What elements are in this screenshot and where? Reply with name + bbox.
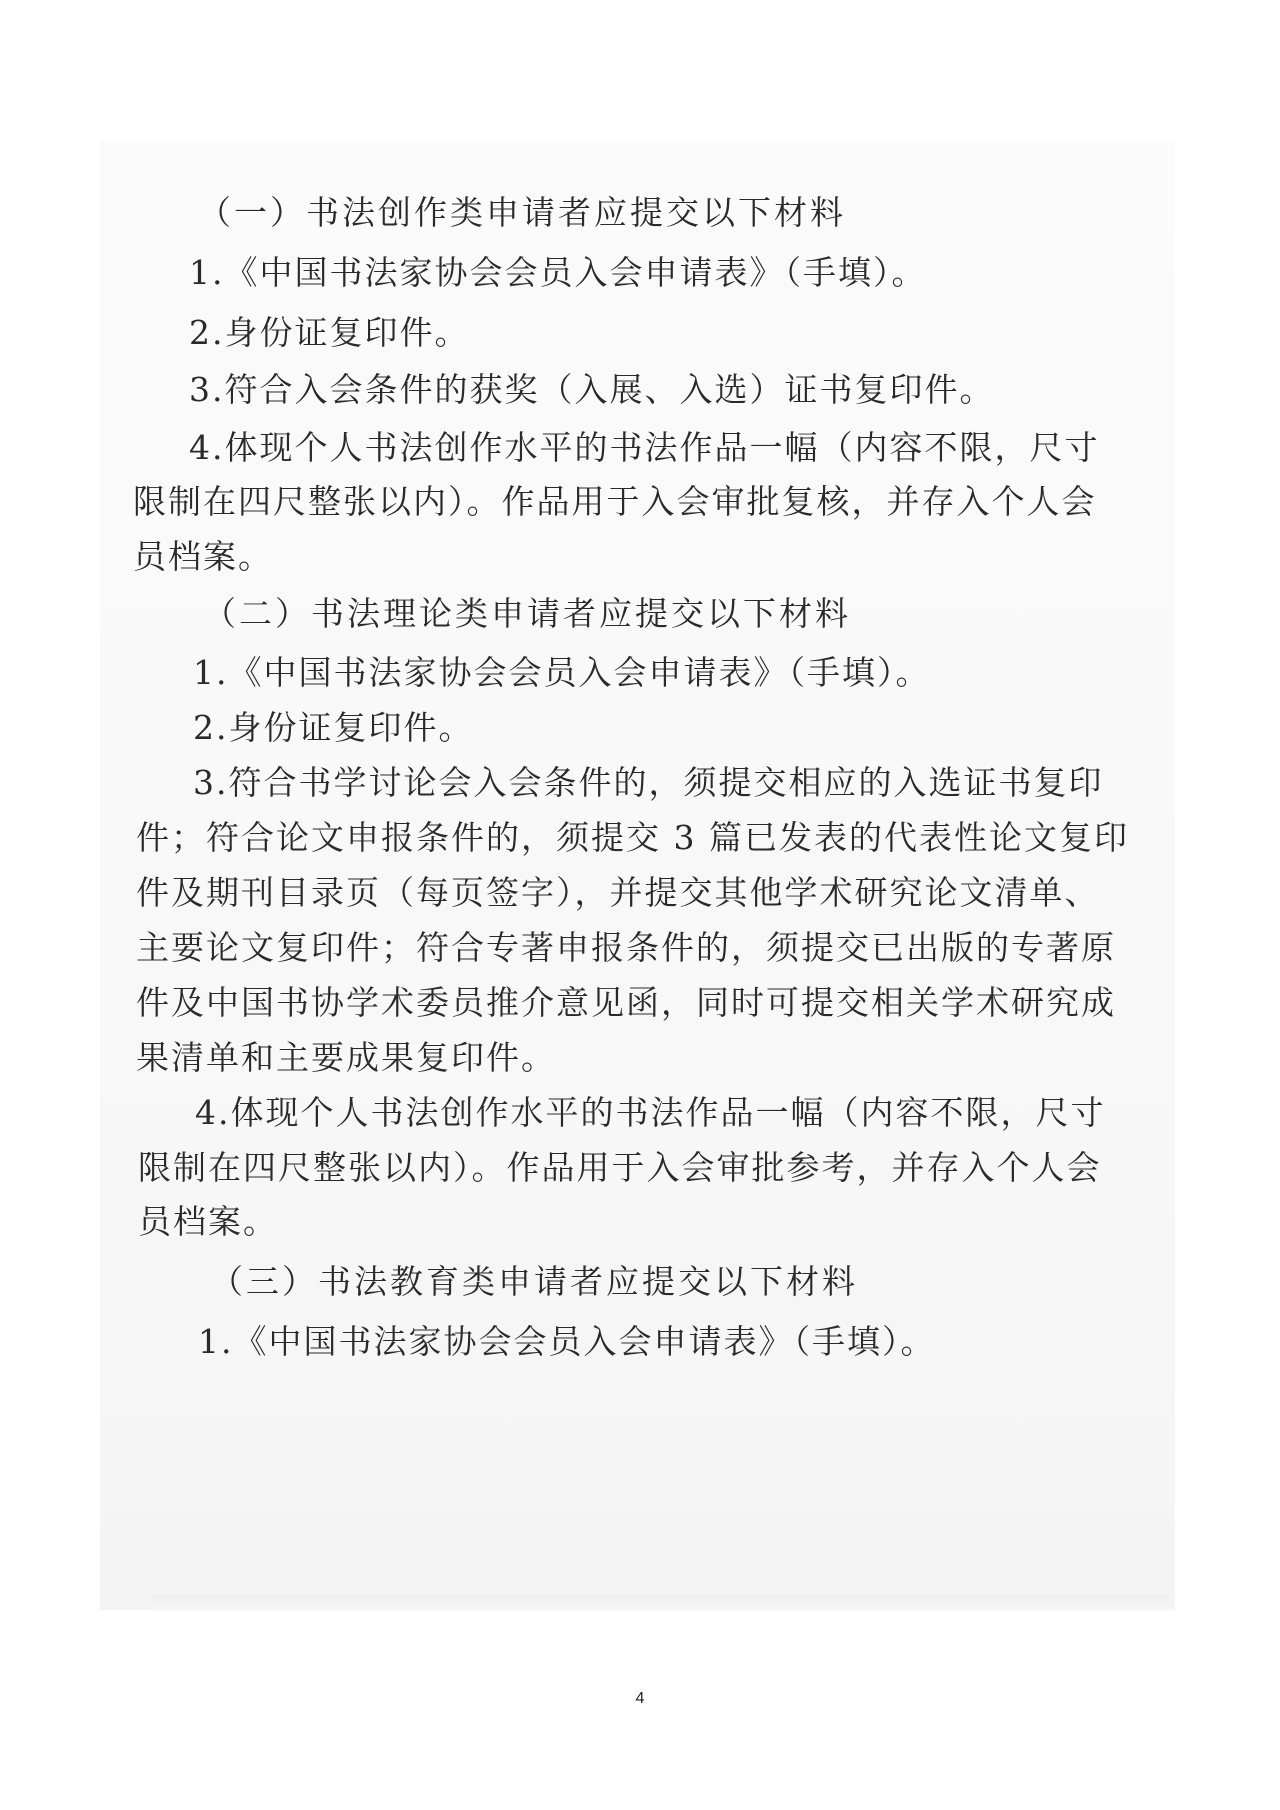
section-2-item-3-line-2: 件；符合论文申报条件的，须提交 3 篇已发表的代表性论文复印: [136, 818, 1129, 857]
section-2-item-4-line-3: 员档案。: [138, 1202, 278, 1241]
section-2-item-4-line-2: 限制在四尺整张以内）。作品用于入会审批参考，并存入个人会: [138, 1148, 1102, 1187]
page-number: 4: [635, 1690, 645, 1707]
section-1-item-4-line-2: 限制在四尺整张以内）。作品用于入会审批复核，并存入个人会: [133, 482, 1097, 521]
section-2-item-3-line-4: 主要论文复印件；符合专著申报条件的，须提交已出版的专著原: [136, 928, 1116, 967]
section-2-item-3-line-1: 3.符合书学讨论会入会条件的，须提交相应的入选证书复印: [193, 763, 1104, 802]
section-2-item-4-line-1: 4.体现个人书法创作水平的书法作品一幅（内容不限，尺寸: [195, 1093, 1106, 1132]
section-2-heading: （二）书法理论类申请者应提交以下材料: [203, 594, 851, 633]
section-2-item-2: 2.身份证复印件。: [193, 708, 474, 747]
section-2-item-3-line-6: 果清单和主要成果复印件。: [136, 1038, 556, 1077]
section-3-heading: （三）书法教育类申请者应提交以下材料: [210, 1262, 858, 1301]
section-2-item-1: 1.《中国书法家协会会员入会申请表》（手填）。: [193, 653, 931, 692]
scan-edge-shadow: [150, 1595, 1170, 1611]
section-1-item-3: 3.符合入会条件的获奖（入展、入选）证书复印件。: [189, 370, 995, 409]
section-3-item-1: 1.《中国书法家协会会员入会申请表》（手填）。: [198, 1322, 936, 1361]
section-1-item-2: 2.身份证复印件。: [189, 313, 470, 352]
section-2-item-3-line-3: 件及期刊目录页（每页签字），并提交其他学术研究论文清单、: [136, 873, 1100, 912]
section-2-item-3-line-5: 件及中国书协学术委员推介意见函，同时可提交相关学术研究成: [136, 983, 1116, 1022]
section-1-item-4-line-1: 4.体现个人书法创作水平的书法作品一幅（内容不限，尺寸: [189, 428, 1100, 467]
section-1-item-4-line-3: 员档案。: [133, 537, 273, 576]
section-1-item-1: 1.《中国书法家协会会员入会申请表》（手填）。: [189, 253, 927, 292]
section-1-heading: （一）书法创作类申请者应提交以下材料: [198, 193, 846, 232]
